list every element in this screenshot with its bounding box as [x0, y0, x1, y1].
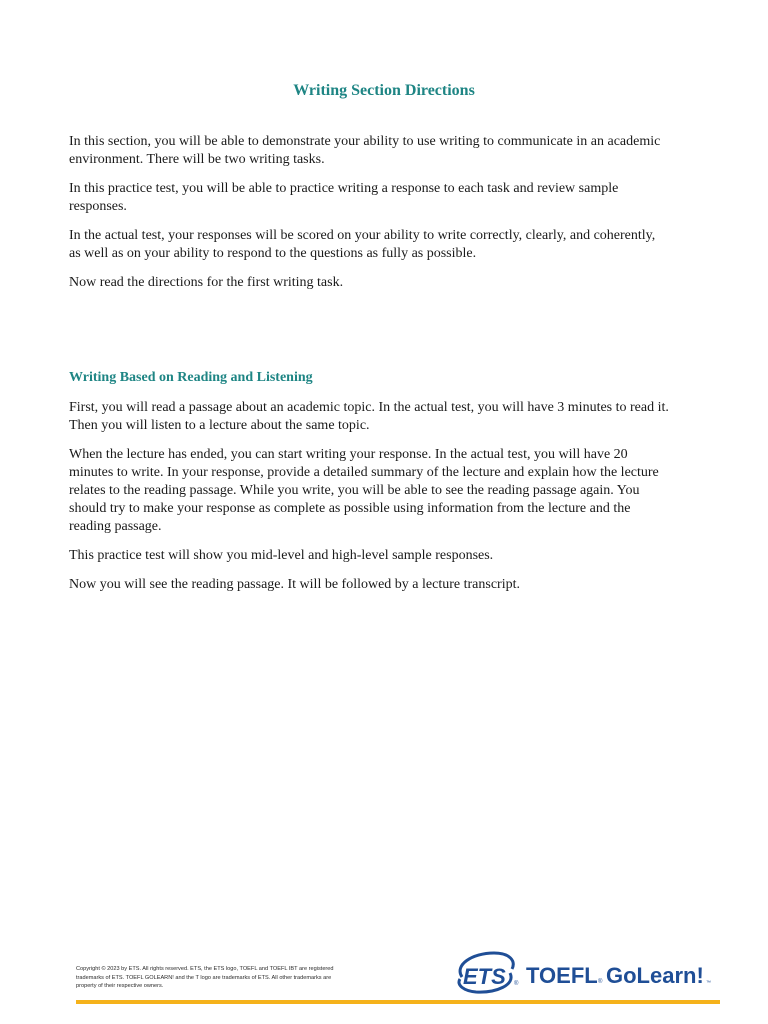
- page-title: Writing Section Directions: [293, 82, 475, 99]
- task-paragraph: First, you will read a passage about an academic topic. In the actual test, you will have 3 minutes to read it. Then you will listen to a lecture about the same topic.: [69, 400, 669, 433]
- intro-paragraph: In this section, you will be able to demonstrate your ability to use writing to communicate in an academic environment. There will be two writing tasks.: [69, 134, 661, 167]
- ets-registered-mark: ®: [514, 981, 519, 987]
- toefl-registered-mark: ®: [598, 979, 603, 985]
- task-paragraph: Now you will see the reading passage. It will be followed by a lecture transcript.: [69, 577, 520, 592]
- intro-section: [69, 133, 669, 303]
- section-heading: Writing Based on Reading and Listening: [69, 370, 313, 385]
- logo-graphic: [450, 947, 720, 997]
- task-paragraph: This practice test will show you mid-level and high-level sample responses.: [69, 548, 494, 563]
- task-section: [69, 369, 669, 605]
- task-paragraph: When the lecture has ended, you can start writing your response. In the actual test, you will have 20 minutes to write. In your response, provide a detailed summary of the lecture and explain how the lecture relates to the reading passage. While you write, you will be able to see the reading passage again. You should try to make your response as complete as possible using information from the lecture and the reading passage.: [69, 447, 659, 534]
- footer-gold-rule: [76, 1000, 720, 1004]
- intro-paragraph: In this practice test, you will be able to practice writing a response to each task and review sample responses.: [69, 181, 619, 214]
- intro-paragraph: Now read the directions for the first writing task.: [69, 275, 344, 290]
- copyright-notice: Copyright © 2023 by ETS. All rights reserved. ETS, the ETS logo, TOEFL and TOEFL IBT are registered trademarks of ETS. TOEFL GOLEARN! and the T logo are trademarks of ETS. All other trademarks are property of their respective owners.: [76, 966, 334, 989]
- golearn-wordmark: GoLearn!: [606, 963, 704, 988]
- toefl-wordmark: TOEFL: [526, 963, 598, 988]
- golearn-trademark: ™: [706, 980, 711, 986]
- intro-paragraph: In the actual test, your responses will be scored on your ability to write correctly, clearly, and coherently, as well as on your ability to respond to the questions as fully as possible.: [69, 228, 656, 261]
- ets-toefl-golearn-logo: [450, 947, 720, 997]
- ets-wordmark: ETS: [463, 964, 506, 989]
